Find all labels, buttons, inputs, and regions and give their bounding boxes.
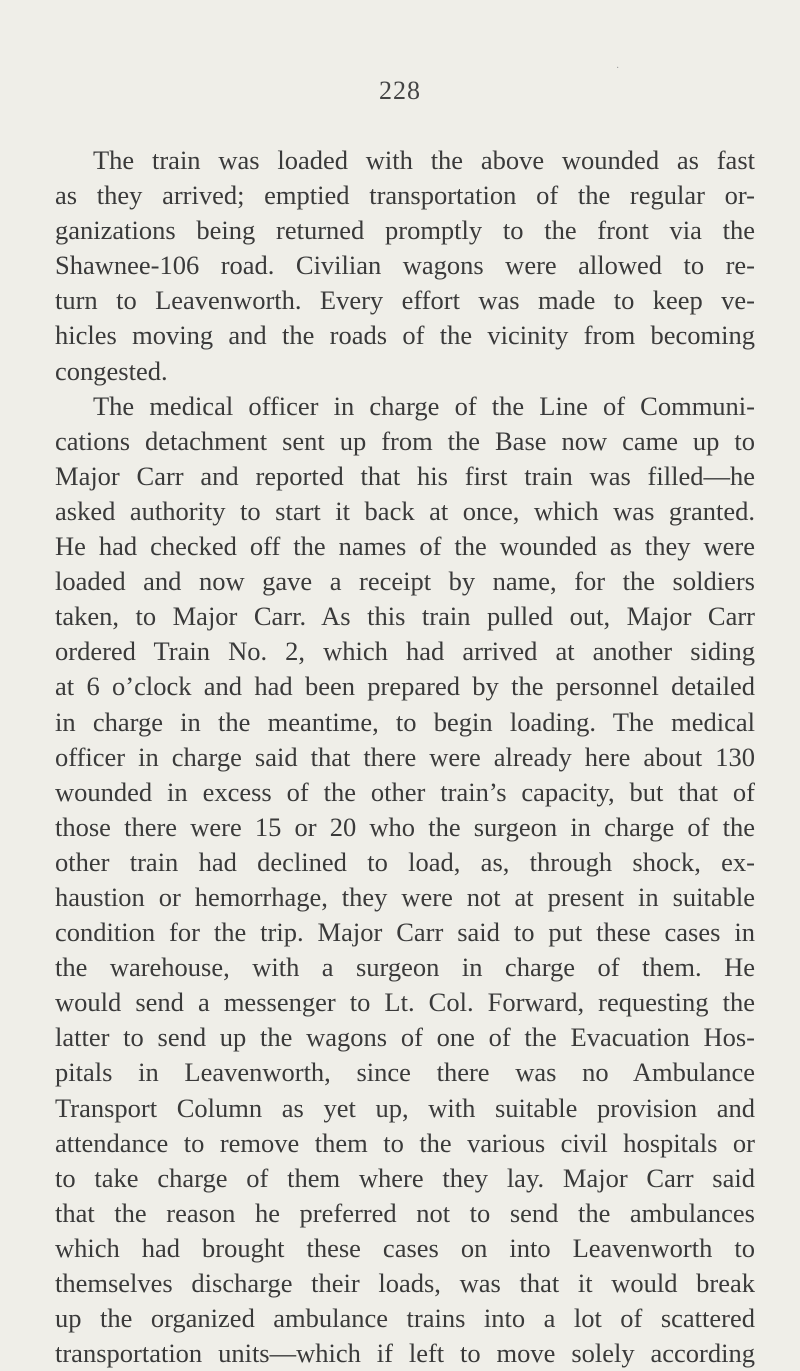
paragraph xyxy=(55,389,755,1371)
text-line: congested. xyxy=(55,355,168,386)
text-line: in charge in the meantime, to begin loading. The medical xyxy=(55,706,755,737)
text-line: condition for the trip. Major Carr said to put these cases in xyxy=(55,917,755,948)
paragraph xyxy=(55,143,755,389)
text-line: Transport Column as yet up, with suitable provision and xyxy=(55,1092,755,1123)
text-line: cations detachment sent up from the Base now came up to xyxy=(55,425,755,456)
text-line: up the organized ambulance trains into a lot of scattered xyxy=(55,1303,755,1334)
text-line: would send a messenger to Lt. Col. Forward, requesting the xyxy=(55,987,755,1018)
text-line: those there were 15 or 20 who the surgeon in charge of the xyxy=(55,811,755,842)
text-line: hicles moving and the roads of the vicinity from becoming xyxy=(55,320,755,351)
text-line: pitals in Leavenworth, since there was no Ambulance xyxy=(55,1057,755,1088)
text-line: Shawnee-106 road. Civilian wagons were allowed to re- xyxy=(55,250,755,281)
text-line: attendance to remove them to the various civil hospitals or xyxy=(55,1127,755,1158)
text-line: at 6 o’clock and had been prepared by the personnel detailed xyxy=(55,671,755,702)
text-line: officer in charge said that there were already here about 130 xyxy=(55,741,755,772)
scan-mark: · xyxy=(616,63,620,74)
text-line: to take charge of them where they lay. Major Carr said xyxy=(55,1162,755,1193)
text-line: He had checked off the names of the wounded as they were xyxy=(55,531,755,562)
text-line: other train had declined to load, as, through shock, ex- xyxy=(55,846,755,877)
text-line: that the reason he preferred not to send the ambulances xyxy=(55,1197,755,1228)
text-line: ordered Train No. 2, which had arrived at another siding xyxy=(55,636,755,667)
body-text xyxy=(55,143,755,1371)
text-line: asked authority to start it back at once, which was granted. xyxy=(55,495,755,526)
text-line: loaded and now gave a receipt by name, for the soldiers xyxy=(55,566,755,597)
text-line: ganizations being returned promptly to the front via the xyxy=(55,215,755,246)
text-line: latter to send up the wagons of one of the Evacuation Hos- xyxy=(55,1022,755,1053)
text-line: taken, to Major Carr. As this train pulled out, Major Carr xyxy=(55,601,755,632)
text-line: haustion or hemorrhage, they were not at present in suitable xyxy=(55,881,755,912)
page-number: 228 xyxy=(379,76,421,105)
text-line: as they arrived; emptied transportation of the regular or- xyxy=(55,180,755,211)
text-line: turn to Leavenworth. Every effort was made to keep ve- xyxy=(55,285,755,316)
text-line: themselves discharge their loads, was that it would break xyxy=(55,1268,755,1298)
text-line: Major Carr and reported that his first train was filled—he xyxy=(55,460,755,491)
text-line: transportation units—which if left to move solely according xyxy=(55,1338,755,1369)
text-line: wounded in excess of the other train’s capacity, but that of xyxy=(55,776,755,807)
text-line: The train was loaded with the above wounded as fast xyxy=(93,145,755,175)
text-line: which had brought these cases on into Leavenworth to xyxy=(55,1232,755,1263)
text-line: the warehouse, with a surgeon in charge of them. He xyxy=(55,952,755,983)
text-line: The medical officer in charge of the Line of Communi- xyxy=(93,390,755,421)
